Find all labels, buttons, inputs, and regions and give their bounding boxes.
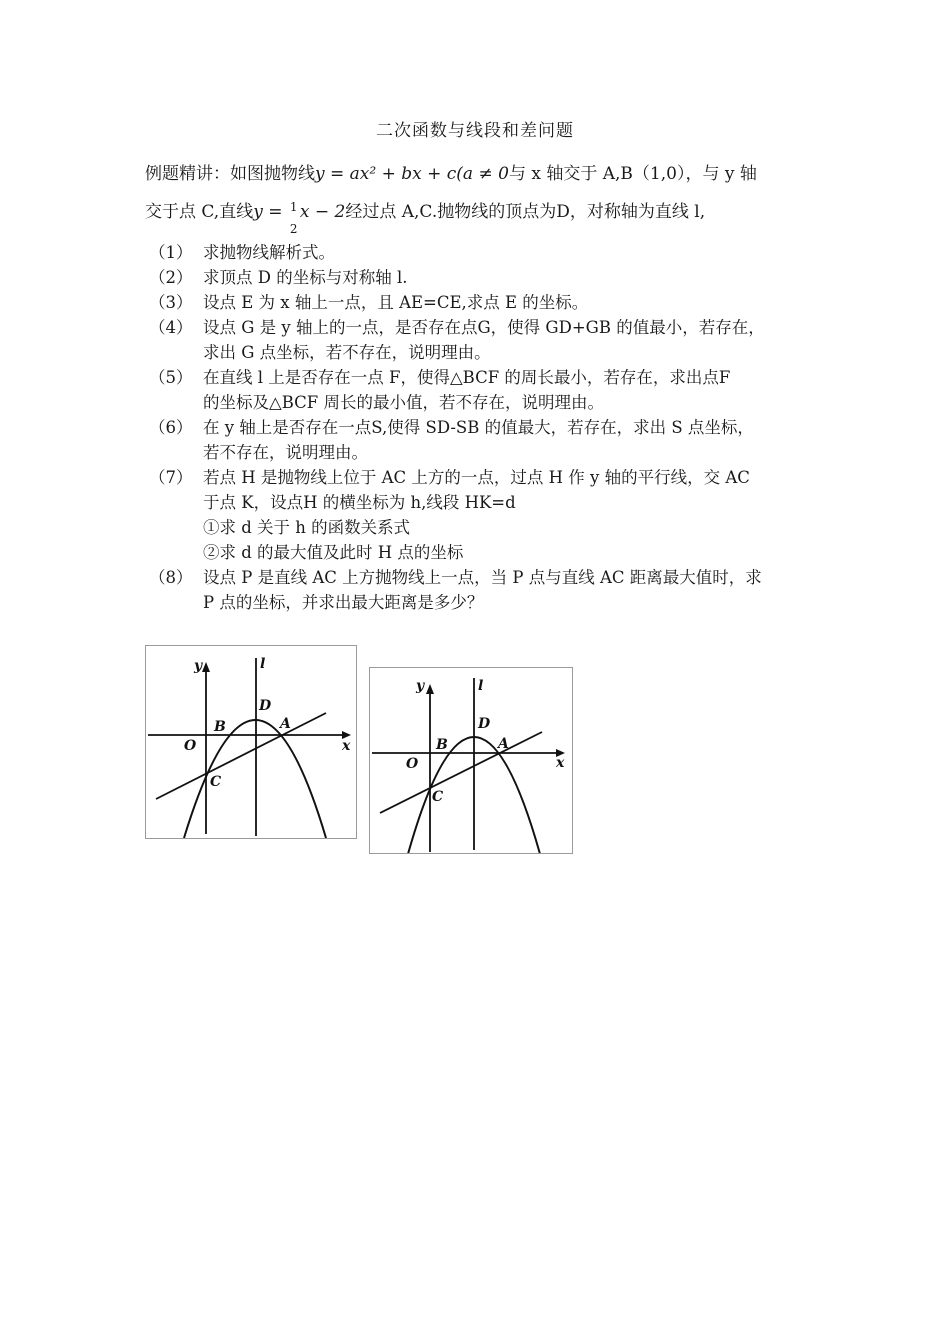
question-item <box>145 290 810 315</box>
question-text-line: 设点 P 是直线 AC 上方抛物线上一点，当 P 点与直线 AC 距离最大值时，求 <box>203 568 762 587</box>
label-d: D <box>478 716 491 732</box>
label-y: y <box>194 658 203 674</box>
question-text-line: 的坐标及△BCF 周长的最小值，若不存在，说明理由。 <box>203 393 604 412</box>
line-equation-prefix: y = <box>253 202 288 222</box>
label-c: C <box>432 789 444 805</box>
question-item <box>145 265 810 290</box>
question-text-line: 在直线 l 上是否存在一点 F，使得△BCF 的周长最小，若存在，求出点F <box>203 368 731 387</box>
question-text-line: 求抛物线解析式。 <box>203 243 335 262</box>
label-b: B <box>214 719 226 735</box>
question-number: （5） <box>149 368 193 387</box>
label-o: O <box>406 756 419 772</box>
question-number: （3） <box>149 293 193 312</box>
question-item <box>145 415 810 465</box>
question-text-line: ①求 d 关于 h 的函数关系式 <box>203 518 411 537</box>
label-l: l <box>478 678 484 694</box>
line-equation-suffix: x − 2 <box>299 202 346 222</box>
line-equation-fraction <box>288 199 300 236</box>
question-number: （4） <box>149 318 193 337</box>
question-number: （2） <box>149 268 193 287</box>
figure-left-graph <box>146 646 356 838</box>
question-text-line: P 点的坐标，并求出最大距离是多少？ <box>203 593 484 612</box>
question-text-line: 求顶点 D 的坐标与对称轴 l. <box>203 268 408 287</box>
question-text-line: 设点 G 是 y 轴上的一点，是否存在点G，使得 GD+GB 的值最小，若存在， <box>203 318 765 337</box>
label-l: l <box>260 656 266 672</box>
y-axis-arrow-icon <box>426 684 434 694</box>
question-text-line: 于点 K，设点H 的横坐标为 h,线段 HK=d <box>203 493 516 512</box>
question-text-line: 设点 E 为 x 轴上一点，且 AE=CE,求点 E 的坐标。 <box>203 293 589 312</box>
intro-lead: 例题精讲：如图抛物线 <box>145 164 315 184</box>
intro-after-eq1: 与 x 轴交于 A,B（1,0），与 y 轴 <box>508 164 757 184</box>
question-number: （7） <box>149 468 193 487</box>
question-item <box>145 465 810 565</box>
question-text-line: 若点 H 是抛物线上位于 AC 上方的一点，过点 H 作 y 轴的平行线，交 AC <box>203 468 750 487</box>
label-d: D <box>259 698 272 714</box>
question-item <box>145 240 810 265</box>
question-number: （1） <box>149 243 193 262</box>
label-o: O <box>184 738 197 754</box>
label-b: B <box>436 737 448 753</box>
question-text-line: 求出 G 点坐标，若不存在，说明理由。 <box>203 343 491 362</box>
question-number: （6） <box>149 418 193 437</box>
label-y: y <box>416 678 425 694</box>
question-number: （8） <box>149 568 193 587</box>
label-x: x <box>342 738 351 754</box>
figure-right-graph <box>370 668 572 853</box>
fraction-numerator: 1 <box>289 199 298 214</box>
fraction-denominator: 2 <box>289 221 298 236</box>
label-c: C <box>210 774 222 790</box>
intro-paragraph-line2 <box>145 199 810 236</box>
intro-paragraph <box>145 162 810 186</box>
parabola-equation: y = ax² + bx + c(a ≠ 0 <box>315 164 509 184</box>
intro-line2-lead: 交于点 C,直线 <box>145 202 254 222</box>
y-axis-arrow-icon <box>202 662 210 672</box>
intro-after-eq2: 经过点 A,C.抛物线的顶点为D，对称轴为直线 l, <box>345 202 706 222</box>
question-text-line: ②求 d 的最大值及此时 H 点的坐标 <box>203 543 464 562</box>
question-text-line: 在 y 轴上是否存在一点S,使得 SD-SB 的值最大，若存在，求出 S 点坐标， <box>203 418 754 437</box>
line-ac <box>380 732 542 813</box>
label-x: x <box>556 755 565 771</box>
question-text-line: 若不存在，说明理由。 <box>203 443 368 462</box>
question-item <box>145 565 810 615</box>
question-list <box>145 240 810 615</box>
question-item <box>145 315 810 365</box>
label-a: A <box>280 716 291 732</box>
page-title: 二次函数与线段和差问题 <box>376 121 574 141</box>
figure-left <box>145 645 357 839</box>
question-item <box>145 365 810 415</box>
label-a: A <box>498 736 509 752</box>
figure-right <box>369 667 573 854</box>
